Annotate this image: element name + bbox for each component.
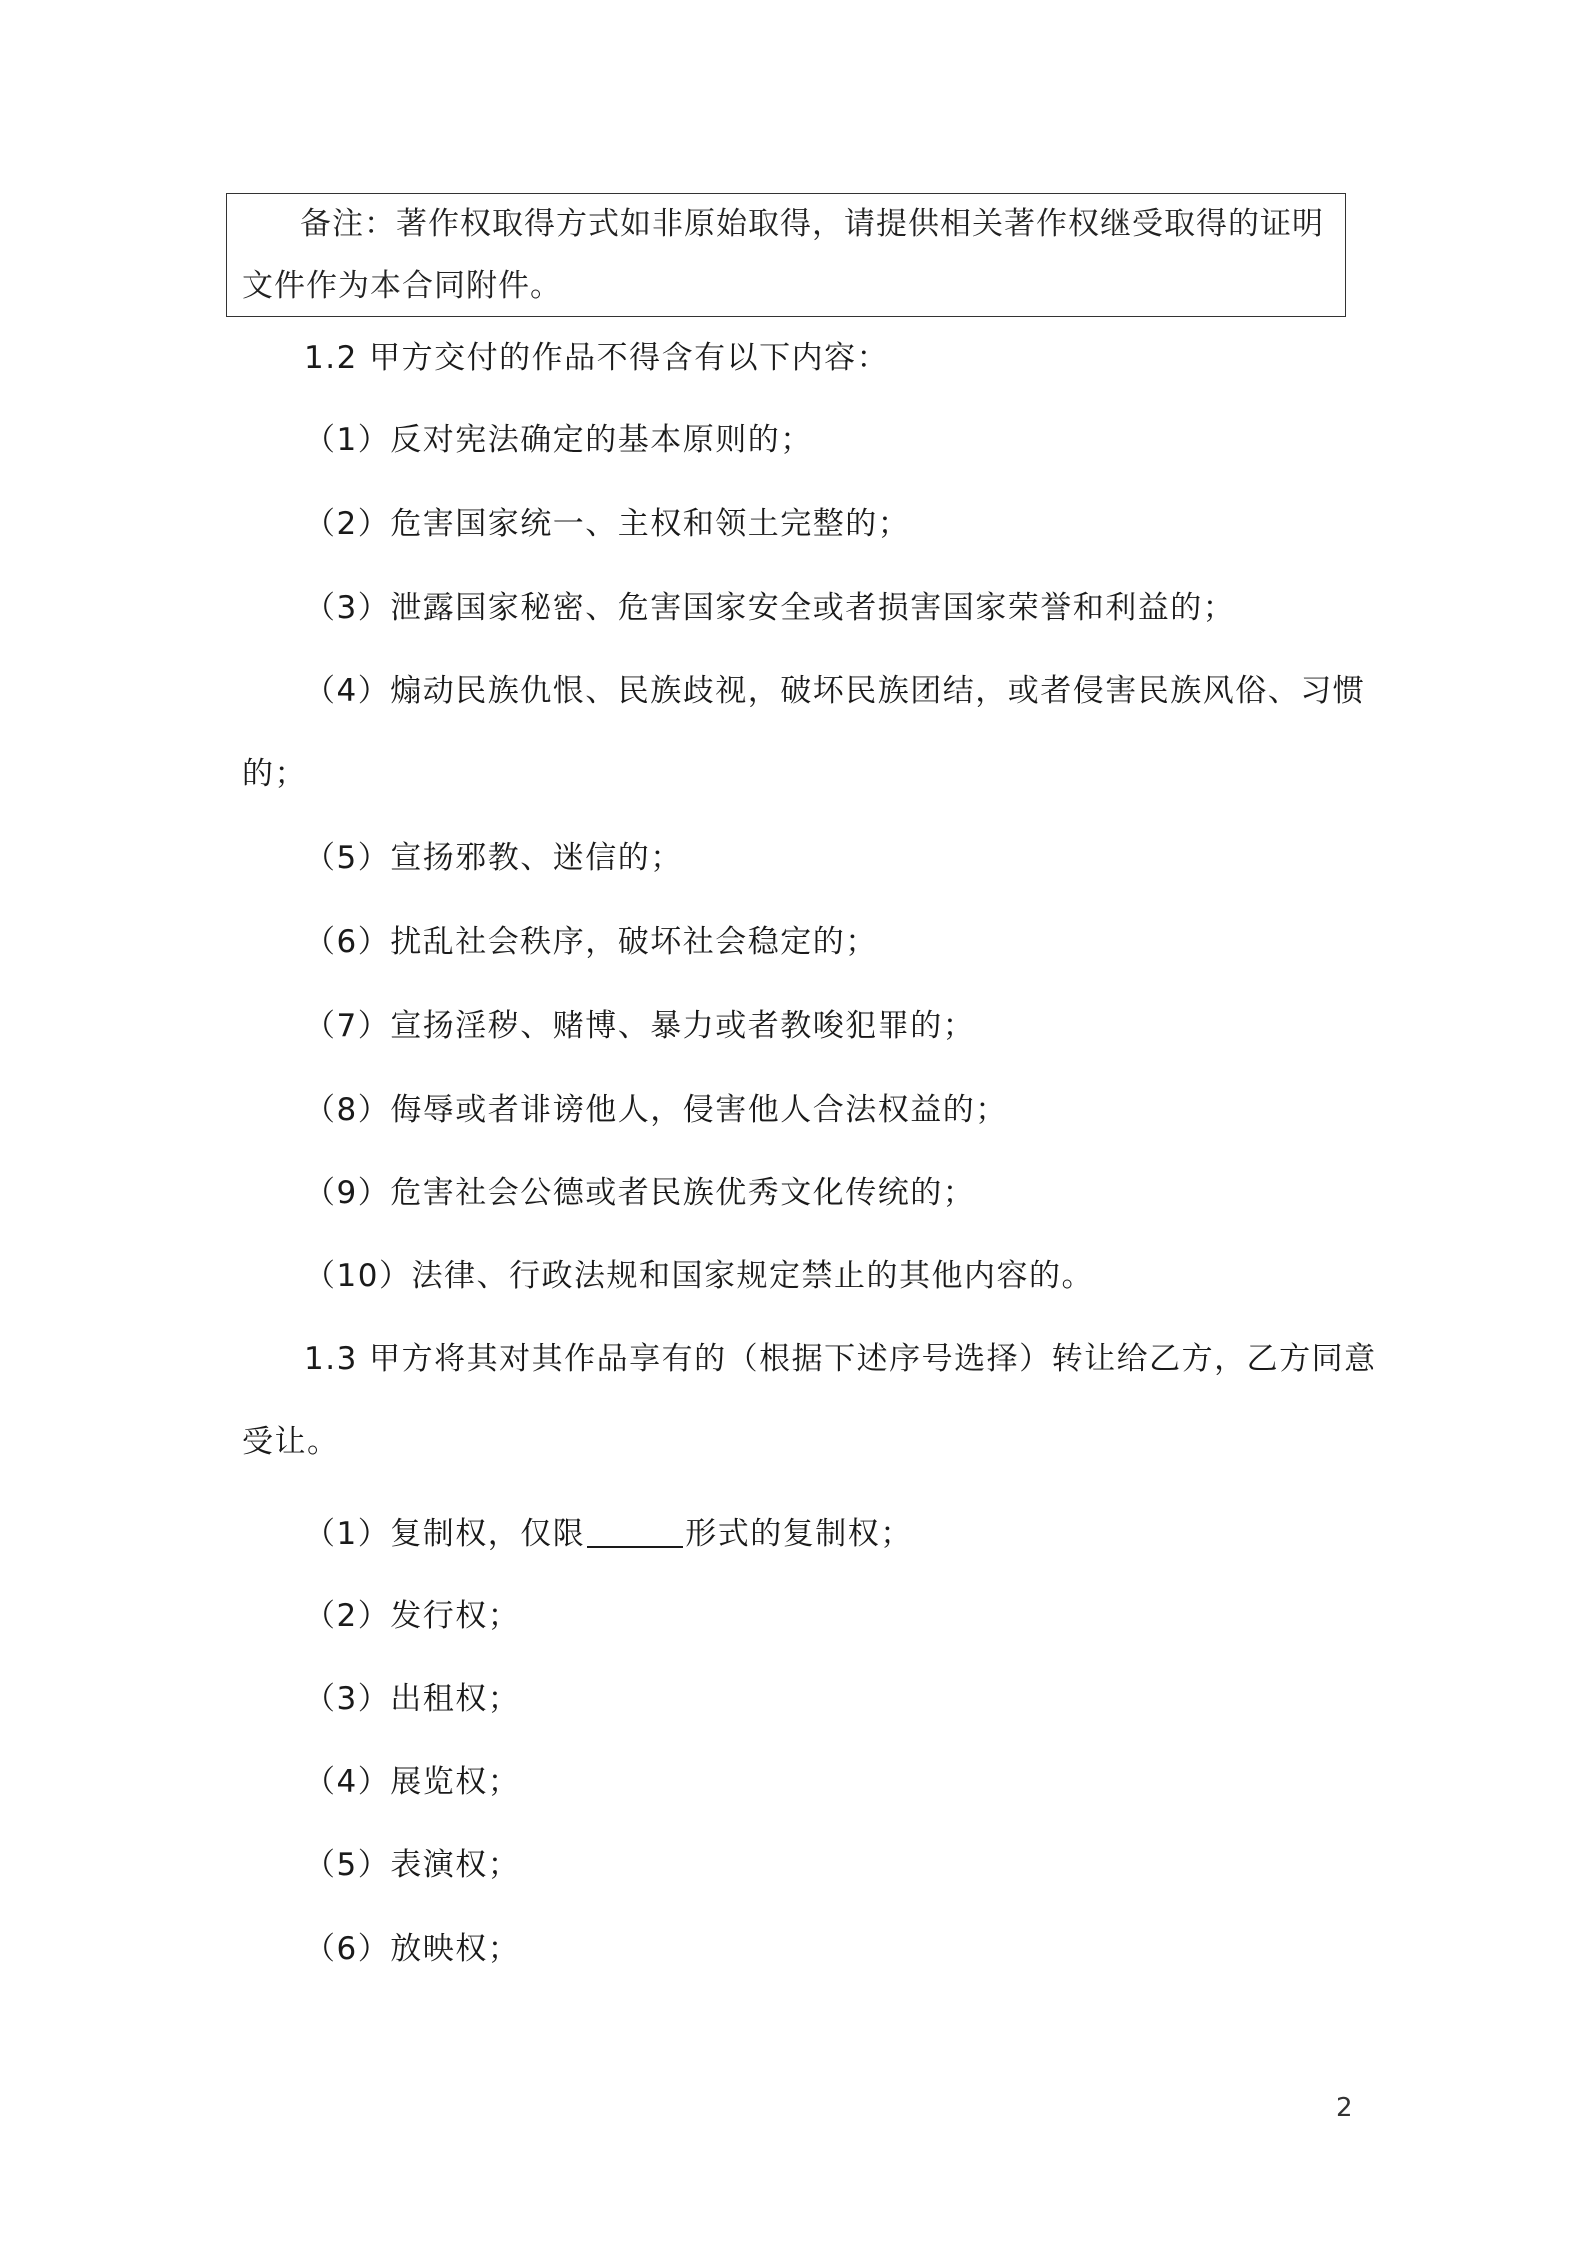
section-1-3-heading: 1.3 甲方将其对其作品享有的（根据下述序号选择）转让给乙方，乙方同意 xyxy=(304,1341,1377,1377)
list-item: （4）展览权； xyxy=(304,1764,521,1800)
section-1-2-heading: 1.2 甲方交付的作品不得含有以下内容： xyxy=(304,340,890,376)
list-item: （10）法律、行政法规和国家规定禁止的其他内容的。 xyxy=(304,1258,1094,1294)
list-item: （6）放映权； xyxy=(304,1931,521,1967)
list-item: （1）反对宪法确定的基本原则的； xyxy=(304,422,813,458)
list-item-prefix: （1）复制权，仅限 xyxy=(304,1516,586,1552)
list-item-continuation: 的； xyxy=(242,756,307,792)
list-item: （3）出租权； xyxy=(304,1681,521,1717)
list-item: （9）危害社会公德或者民族优秀文化传统的； xyxy=(304,1175,976,1211)
list-item: （4）煽动民族仇恨、民族歧视，破坏民族团结，或者侵害民族风俗、习惯 xyxy=(304,673,1366,709)
list-item: （2）危害国家统一、主权和领土完整的； xyxy=(304,506,911,542)
page-number: 2 xyxy=(1336,2093,1353,2123)
list-item-suffix: 形式的复制权； xyxy=(685,1516,913,1552)
list-item: （2）发行权； xyxy=(304,1598,521,1634)
fill-in-blank[interactable] xyxy=(587,1516,683,1548)
section-1-3-heading-continuation: 受让。 xyxy=(242,1424,340,1460)
list-item: （3）泄露国家秘密、危害国家安全或者损害国家荣誉和利益的； xyxy=(304,590,1236,626)
list-item: （6）扰乱社会秩序，破坏社会稳定的； xyxy=(304,924,878,960)
list-item: （7）宣扬淫秽、赌博、暴力或者教唆犯罪的； xyxy=(304,1008,976,1044)
list-item: （8）侮辱或者诽谤他人，侵害他人合法权益的； xyxy=(304,1092,1008,1128)
list-item: （5）表演权； xyxy=(304,1847,521,1883)
list-item-copy-right xyxy=(304,1512,913,1556)
list-item: （5）宣扬邪教、迷信的； xyxy=(304,840,683,876)
note-line-1: 备注：著作权取得方式如非原始取得，请提供相关著作权继受取得的证明 xyxy=(300,206,1324,242)
note-line-2: 文件作为本合同附件。 xyxy=(242,268,562,304)
